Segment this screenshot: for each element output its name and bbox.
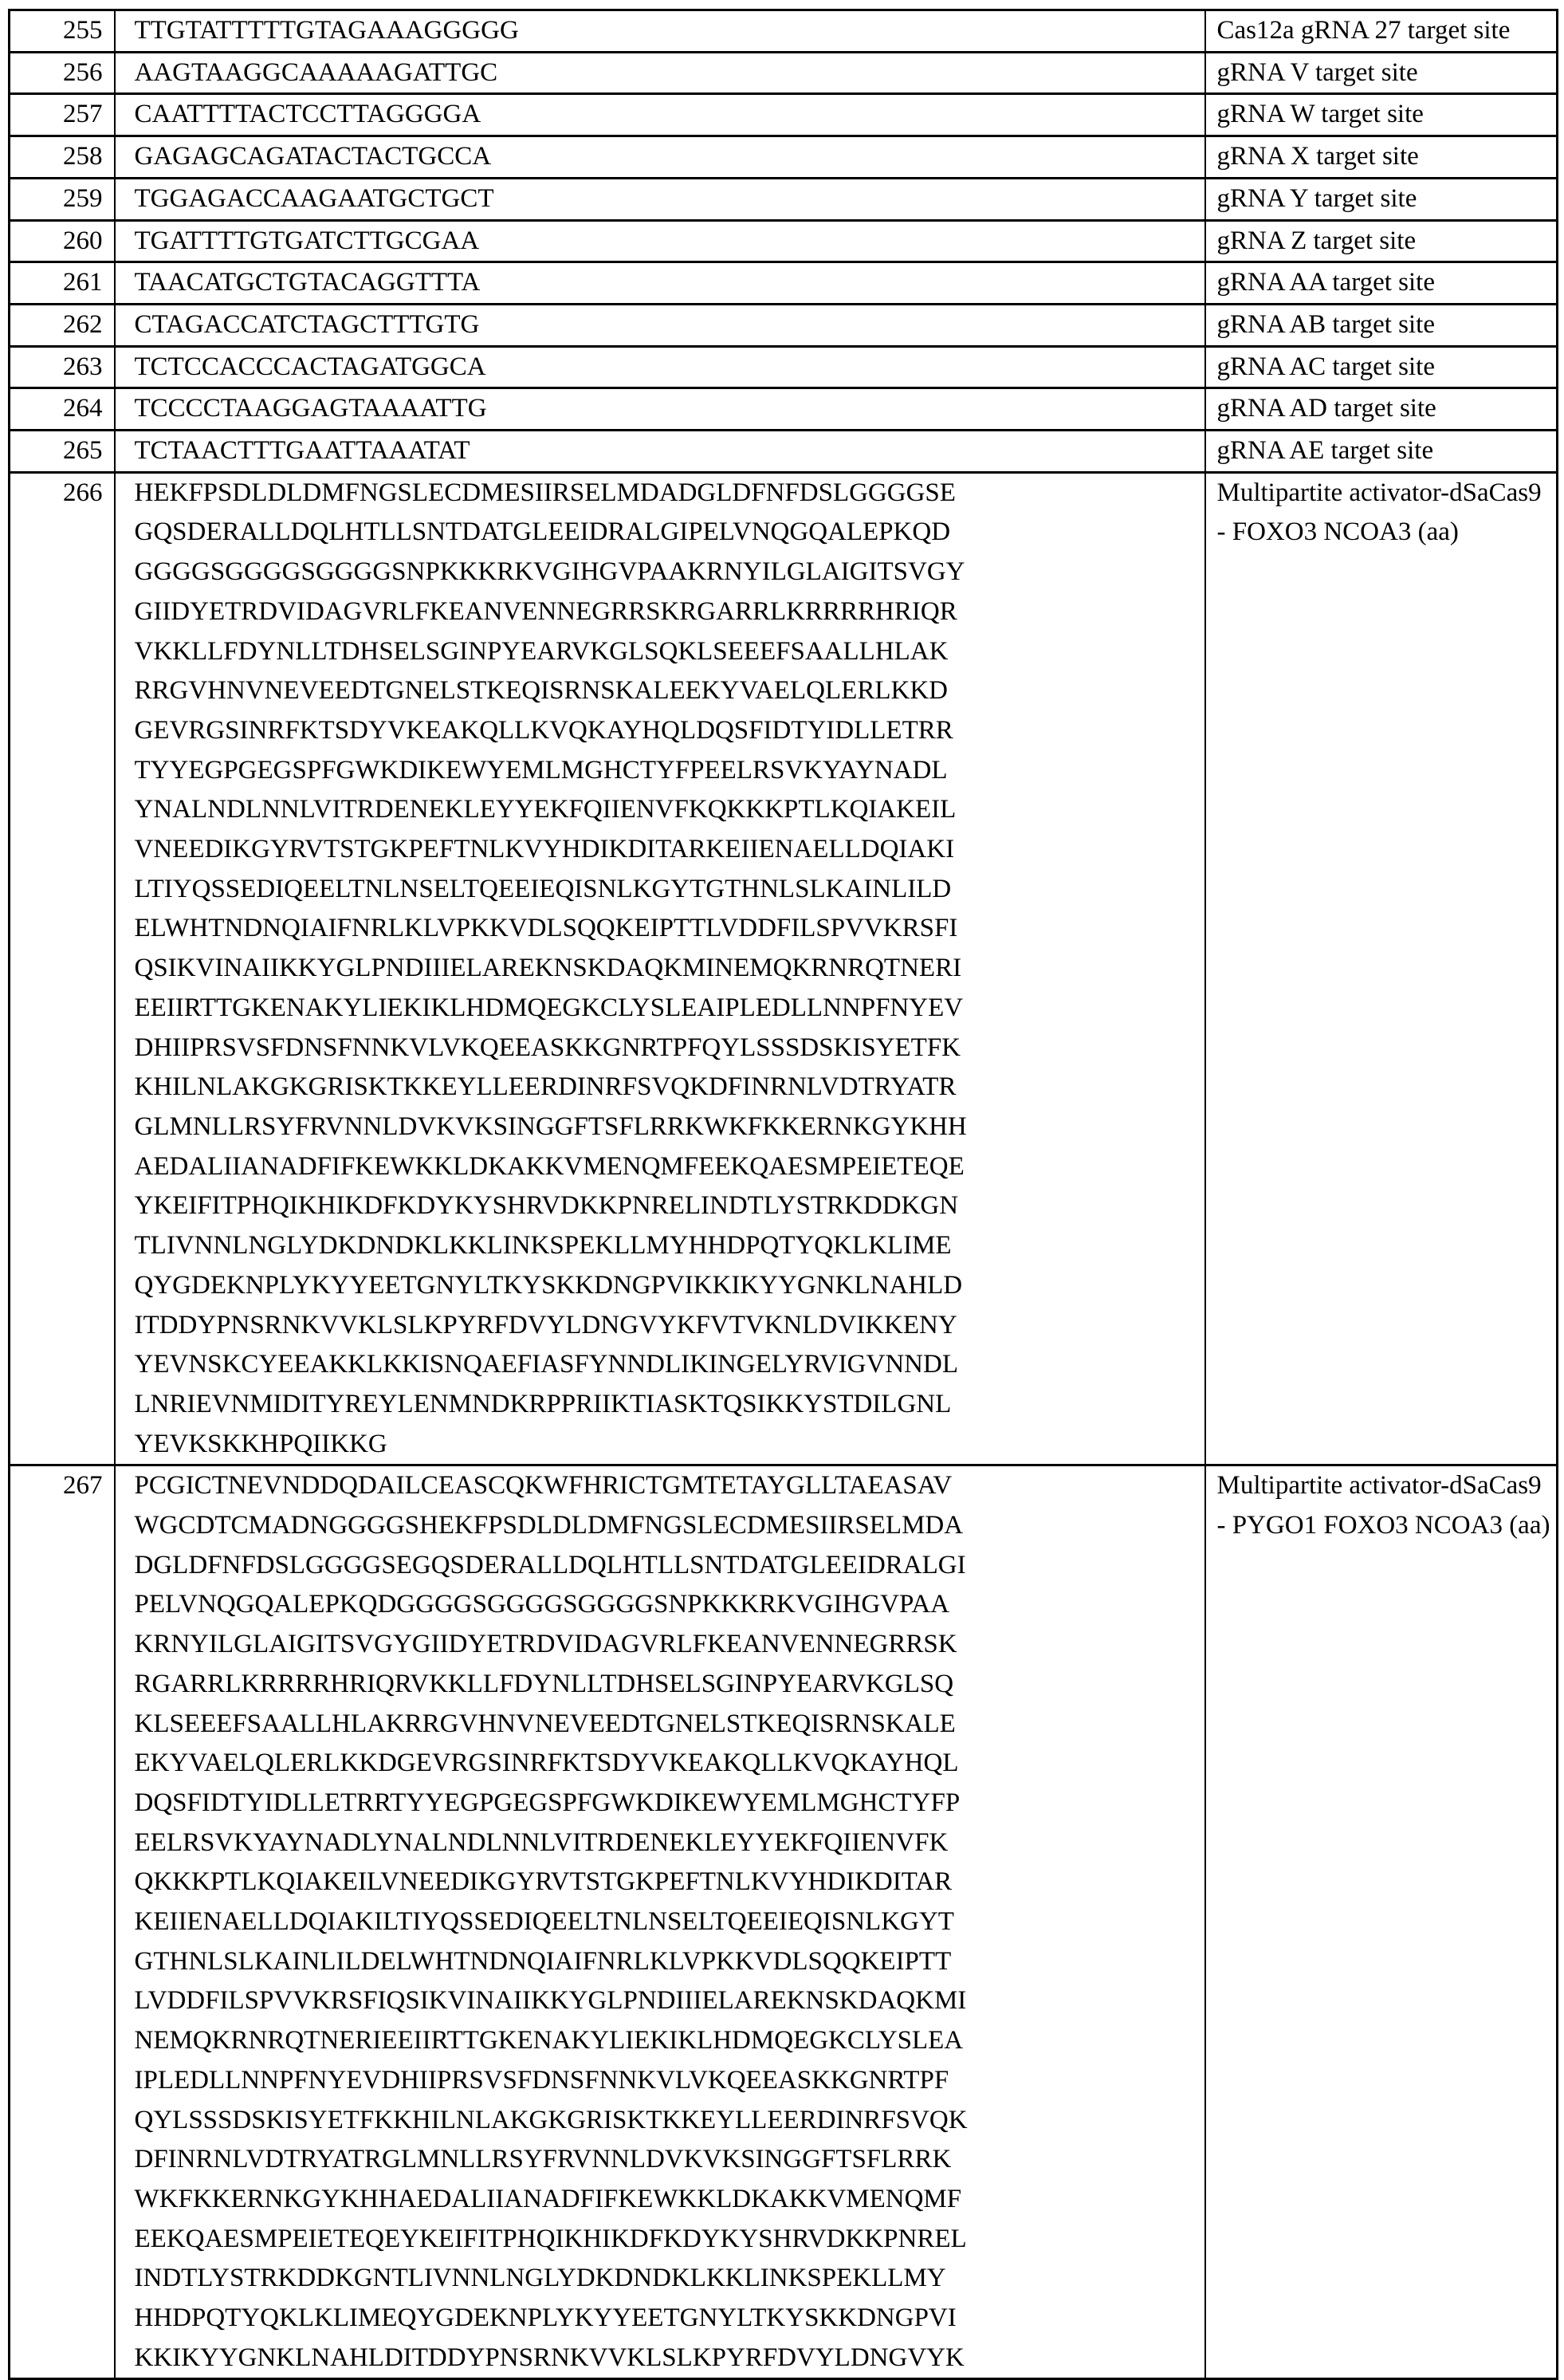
- sequence-line: ELWHTNDNQIAIFNRLKLVPKKVDLSQQKEIPTTLVDDFILSPVVKRSFI: [134, 914, 958, 943]
- table-row: [10, 262, 1558, 305]
- sequence-line: VKKLLFDYNLLTDHSELSGINPYEARVKGLSQKLSEEEFSAALLHLAK: [134, 636, 949, 666]
- sequence-line: ITDDYPNSRNKVVKLSLKPYRFDVYLDNGVYKFVTVKNLDVIKKENY: [134, 1310, 957, 1339]
- description-cell: gRNA AE target site: [1205, 431, 1558, 473]
- table-row: [10, 220, 1558, 262]
- table-row: [10, 346, 1558, 388]
- sequence-line: GEVRGSINRFKTSDYVKEAKQLLKVQKAYHQLDQSFIDTYIDLLETRR: [134, 715, 953, 745]
- sequence-line: KRNYILGLAIGITSVGYGIIDYETRDVIDAGVRLFKEANVENNEGRRSK: [134, 1630, 957, 1659]
- sequence-line: QKKKPTLKQIAKEILVNEEDIKGYRVTSTGKPEFTNLKVYHDIKDITAR: [134, 1867, 953, 1897]
- seq-id-number: 261: [10, 262, 115, 305]
- sequence-line: VNEEDIKGYRVTSTGKPEFTNLKVYHDIKDITARKEIIENAELLDQIAKI: [134, 835, 955, 864]
- sequence-line: EEKQAESMPEIETEQEYKEIFITPHQIKHIKDFKDYKYSHRVDKKPNREL: [134, 2224, 967, 2253]
- table-row: [10, 1465, 1558, 2379]
- sequence-line: TAACATGCTGTACAGGTTTA: [134, 268, 481, 297]
- seq-id-number: 258: [10, 136, 115, 179]
- sequence-line: KLSEEEFSAALLHLAKRRGVHNVNEVEEDTGNELSTKEQISRNSKALE: [134, 1709, 956, 1738]
- sequence-line: QYGDEKNPLYKYYEETGNYLTKYSKKDNGPVIKKIKYYGNKLNAHLD: [134, 1270, 963, 1300]
- sequence-line: DHIIPRSVSFDNSFNNKVLVKQEEASKKGNRTPFQYLSSSDSKISYETFK: [134, 1033, 961, 1062]
- sequence-cell: [115, 10, 1205, 53]
- seq-id-number: 259: [10, 178, 115, 220]
- seq-id-number: 260: [10, 220, 115, 262]
- sequence-line: YEVNSKCYEEAKKLKKISNQAEFIASFYNNDLIKINGELYRVIGVNNDL: [134, 1350, 958, 1379]
- sequence-line: AAGTAAGGCAAAAAGATTGC: [134, 57, 498, 87]
- table-row: [10, 136, 1558, 179]
- sequence-line: RRGVHNVNEVEEDTGNELSTKEQISRNSKALEEKYVAELQLERLKKD: [134, 676, 948, 706]
- sequence-line: INDTLYSTRKDDKGNTLIVNNLNGLYDKDNDKLKKLINKSPEKLLMY: [134, 2264, 946, 2293]
- sequence-line: TLIVNNLNGLYDKDNDKLKKLINKSPEKLLMYHHDPQTYQKLKLIME: [134, 1231, 952, 1261]
- sequence-cell: [115, 52, 1205, 94]
- description-cell: gRNA AB target site: [1205, 304, 1558, 346]
- sequence-line: AEDALIIANADFIFKEWKKLDKAKKVMENQMFEEKQAESMPEIETEQE: [134, 1151, 965, 1181]
- sequence-line: YKEIFITPHQIKHIKDFKDYKYSHRVDKKPNRELINDTLYSTRKDDKGN: [134, 1191, 959, 1221]
- sequence-line: NEMQKRNRQTNERIEEIIRTTGKENAKYLIEKIKLHDMQEGKCLYSLEA: [134, 2026, 964, 2055]
- sequence-line: TTGTATTTTTGTAGAAAGGGGG: [134, 16, 519, 45]
- sequence-line: LNRIEVNMIDITYREYLENMNDKRPPRIIKTIASKTQSIKKYSTDILGNL: [134, 1389, 952, 1418]
- description-cell: gRNA W target site: [1205, 94, 1558, 136]
- description-cell: gRNA X target site: [1205, 136, 1558, 179]
- seq-id-number: 263: [10, 346, 115, 388]
- description-cell: gRNA AD target site: [1205, 388, 1558, 431]
- sequence-line: DFINRNLVDTRYATRGLMNLLRSYFRVNNLDVKVKSINGGFTSFLRRK: [134, 2145, 952, 2174]
- sequence-line: TGGAGACCAAGAATGCTGCT: [134, 183, 494, 213]
- sequence-cell: [115, 431, 1205, 473]
- description-cell: gRNA Y target site: [1205, 178, 1558, 220]
- description-cell: gRNA Z target site: [1205, 220, 1558, 262]
- sequence-line: LTIYQSSEDIQEELTNLNSELTQEEIEQISNLKGYTGTHNLSLKAINLILD: [134, 874, 952, 903]
- sequence-line: GTHNLSLKAINLILDELWHTNDNQIAIFNRLKLVPKKVDLSQQKEIPTT: [134, 1946, 952, 1976]
- sequence-line: HEKFPSDLDLDMFNGSLECDMESIIRSELMDADGLDFNFDSLGGGGSE: [134, 478, 956, 507]
- sequence-line: TYYEGPGEGSPFGWKDIKEWYEMLMGHCTYFPEELRSVKYAYNADL: [134, 755, 948, 785]
- sequence-line: TCTCCACCCACTAGATGGCA: [134, 352, 486, 381]
- description-cell: Multipartite activator-dSaCas9 - PYGO1 FOXO3 NCOA3 (aa): [1205, 1465, 1558, 2379]
- sequence-line: IPLEDLLNNPFNYEVDHIIPRSVSFDNSFNNKVLVKQEEASKKGNRTPF: [134, 2065, 949, 2095]
- sequence-table: [8, 9, 1558, 2380]
- seq-id-number: 256: [10, 52, 115, 94]
- sequence-line: PCGICTNEVNDDQDAILCEASCQKWFHRICTGMTETAYGLLTAEASAV: [134, 1471, 953, 1501]
- sequence-line: GIIDYETRDVIDAGVRLFKEANVENNEGRRSKRGARRLKRRRRHRIQR: [134, 596, 957, 626]
- sequence-line: YNALNDLNNLVITRDENEKLEYYEKFQIIENVFKQKKKPTLKQIAKEIL: [134, 795, 957, 824]
- table-row: [10, 472, 1558, 1465]
- sequence-cell: [115, 178, 1205, 220]
- table-row: [10, 431, 1558, 473]
- description-cell: Cas12a gRNA 27 target site: [1205, 10, 1558, 53]
- table-row: [10, 178, 1558, 220]
- sequence-line: TGATTTTGTGATCTTGCGAA: [134, 226, 480, 255]
- sequence-line: WKFKKERNKGYKHHAEDALIIANADFIFKEWKKLDKAKKVMENQMF: [134, 2184, 962, 2213]
- sequence-table-body: [10, 10, 1558, 2379]
- sequence-line: LVDDFILSPVVKRSFIQSIKVINAIIKKYGLPNDIIIELAREKNSKDAQKMI: [134, 1986, 967, 2016]
- description-cell: gRNA AC target site: [1205, 346, 1558, 388]
- sequence-cell: [115, 220, 1205, 262]
- sequence-line: GQSDERALLDQLHTLLSNTDATGLEEIDRALGIPELVNQGQALEPKQD: [134, 517, 951, 547]
- sequence-line: PELVNQGQALEPKQDGGGGSGGGGSGGGGSNPKKKRKVGIHGVPAA: [134, 1590, 949, 1619]
- sequence-line: EELRSVKYAYNADLYNALNDLNNLVITRDENEKLEYYEKFQIIENVFK: [134, 1827, 949, 1857]
- seq-id-number: 255: [10, 10, 115, 53]
- sequence-cell: [115, 136, 1205, 179]
- sequence-line: GAGAGCAGATACTACTGCCA: [134, 142, 492, 171]
- sequence-line: RGARRLKRRRRHRIQRVKKLLFDYNLLTDHSELSGINPYEARVKGLSQ: [134, 1669, 954, 1698]
- table-row: [10, 94, 1558, 136]
- table-row: [10, 388, 1558, 431]
- sequence-cell: [115, 304, 1205, 346]
- sequence-line: CAATTTTACTCCTTAGGGGA: [134, 100, 481, 129]
- sequence-cell: [115, 1465, 1205, 2379]
- seq-id-number: 262: [10, 304, 115, 346]
- seq-id-number: 264: [10, 388, 115, 431]
- sequence-line: KKIKYYGNKLNAHLDITDDYPNSRNKVVKLSLKPYRFDVYLDNGVYK: [134, 2343, 965, 2372]
- sequence-line: KHILNLAKGKGRISKTKKEYLLEERDINRFSVQKDFINRNLVDTRYATR: [134, 1072, 957, 1102]
- sequence-line: KEIIENAELLDQIAKILTIYQSSEDIQEELTNLNSELTQEEIEQISNLKGYT: [134, 1907, 954, 1937]
- sequence-line: CTAGACCATCTAGCTTTGTG: [134, 309, 480, 339]
- sequence-line: DGLDFNFDSLGGGGSEGQSDERALLDQLHTLLSNTDATGLEEIDRALGI: [134, 1550, 966, 1579]
- sequence-line: QSIKVINAIIKKYGLPNDIIIELAREKNSKDAQKMINEMQKRNRQTNERI: [134, 954, 962, 983]
- seq-id-number: 267: [10, 1465, 115, 2379]
- sequence-line: EEIIRTTGKENAKYLIEKIKLHDMQEGKCLYSLEAIPLEDLLNNPFNYEV: [134, 993, 964, 1022]
- sequence-line: HHDPQTYQKLKLIMEQYGDEKNPLYKYYEETGNYLTKYSKKDNGPVI: [134, 2303, 957, 2333]
- table-row: [10, 10, 1558, 53]
- sequence-cell: [115, 262, 1205, 305]
- description-cell: gRNA V target site: [1205, 52, 1558, 94]
- sequence-line: EKYVAELQLERLKKDGEVRGSINRFKTSDYVKEAKQLLKVQKAYHQL: [134, 1749, 959, 1778]
- sequence-line: YEVKSKKHPQIIKKG: [134, 1429, 387, 1458]
- table-row: [10, 52, 1558, 94]
- sequence-line: GGGGSGGGGSGGGGSNPKKKRKVGIHGVPAAKRNYILGLAIGITSVGY: [134, 557, 965, 587]
- seq-id-number: 266: [10, 472, 115, 1465]
- sequence-line: GLMNLLRSYFRVNNLDVKVKSINGGFTSFLRRKWKFKKERNKGYKHH: [134, 1111, 967, 1141]
- sequence-line: TCTAACTTTGAATTAAATAT: [134, 436, 470, 466]
- sequence-cell: [115, 346, 1205, 388]
- sequence-line: DQSFIDTYIDLLETRRTYYEGPGEGSPFGWKDIKEWYEMLMGHCTYFP: [134, 1788, 961, 1817]
- description-cell: Multipartite activator-dSaCas9 - FOXO3 NCOA3 (aa): [1205, 472, 1558, 1465]
- sequence-line: WGCDTCMADNGGGGSHEKFPSDLDLDMFNGSLECDMESIIRSELMDA: [134, 1511, 964, 1540]
- sequence-line: TCCCCTAAGGAGTAAAATTG: [134, 394, 487, 423]
- description-cell: gRNA AA target site: [1205, 262, 1558, 305]
- seq-id-number: 265: [10, 431, 115, 473]
- seq-id-number: 257: [10, 94, 115, 136]
- sequence-line: QYLSSSDSKISYETFKKHILNLAKGKGRISKTKKEYLLEERDINRFSVQK: [134, 2105, 968, 2134]
- sequence-cell: [115, 94, 1205, 136]
- sequence-cell: [115, 472, 1205, 1465]
- table-row: [10, 304, 1558, 346]
- sequence-cell: [115, 388, 1205, 431]
